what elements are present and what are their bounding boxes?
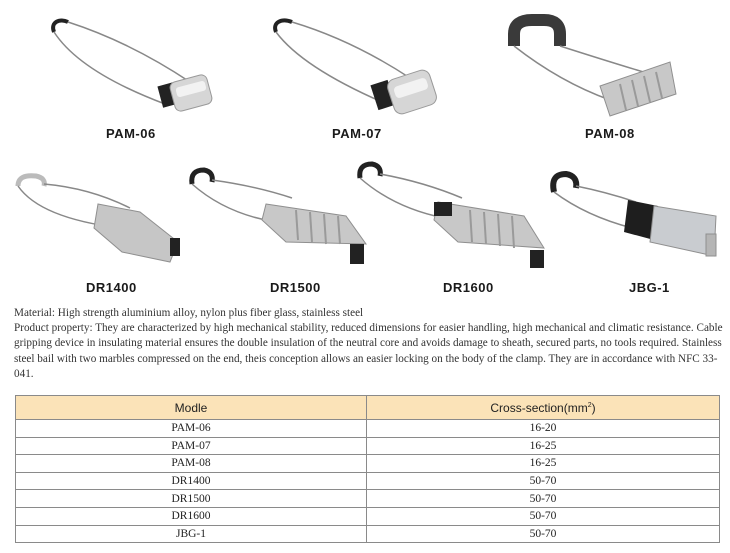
- model-cell: JBG-1: [16, 525, 367, 543]
- unit-superscript: 2: [587, 401, 592, 409]
- product-caption-jbg1: JBG-1: [629, 280, 670, 295]
- column-header-cross-section: [367, 396, 720, 420]
- product-image-jbg1: [546, 170, 726, 280]
- model-cell: PAM-06: [16, 420, 367, 438]
- model-cell: DR1400: [16, 472, 367, 490]
- model-cell: DR1600: [16, 507, 367, 525]
- product-caption-pam06: PAM-06: [106, 126, 156, 141]
- section-cell: 16-20: [367, 420, 720, 438]
- product-caption-dr1600: DR1600: [443, 280, 494, 295]
- cross-section-header-close: ): [591, 400, 596, 415]
- description-block: [14, 306, 724, 382]
- product-image-dr1600: [354, 160, 554, 270]
- product-image-pam06: [40, 12, 220, 122]
- product-image-pam07: [262, 12, 442, 122]
- section-cell: 50-70: [367, 525, 720, 543]
- product-caption-dr1400: DR1400: [86, 280, 137, 295]
- specification-table: [15, 395, 720, 543]
- product-image-dr1400: [10, 168, 190, 278]
- table-row: [16, 455, 720, 473]
- product-image-pam08: [500, 12, 690, 122]
- product-image-dr1500: [186, 164, 376, 274]
- table-row: [16, 507, 720, 525]
- table-row: [16, 420, 720, 438]
- section-cell: 16-25: [367, 455, 720, 473]
- table-row: [16, 472, 720, 490]
- section-cell: 50-70: [367, 507, 720, 525]
- model-cell: PAM-08: [16, 455, 367, 473]
- section-cell: 16-25: [367, 437, 720, 455]
- column-header-model: Modle: [16, 396, 367, 420]
- section-cell: 50-70: [367, 472, 720, 490]
- table-row: [16, 437, 720, 455]
- model-cell: PAM-07: [16, 437, 367, 455]
- model-cell: DR1500: [16, 490, 367, 508]
- product-caption-pam08: PAM-08: [585, 126, 635, 141]
- table-row: [16, 525, 720, 543]
- product-caption-pam07: PAM-07: [332, 126, 382, 141]
- material-text: Material: High strength aluminium alloy, nylon plus fiber glass, stainless steel: [14, 307, 364, 319]
- table-header-row: [16, 396, 720, 420]
- product-caption-dr1500: DR1500: [270, 280, 321, 295]
- table-row: [16, 490, 720, 508]
- section-cell: 50-70: [367, 490, 720, 508]
- product-property-text: Product property: They are characterized by high mechanical stability, reduced dimensions for easier handling, high mechanical and climatic resistance. Cable gripping device in insulating material ensures the double insulation of the neutral core and avoids damage to sheath, secured parts, no tools required. Stainless steel bail with two marbles compressed on the end, theis conception allows an easier locking on the body of the clamp. They are in accordance with NFC 33-041.: [14, 322, 723, 380]
- cross-section-header-text: Cross-section(mm: [490, 400, 588, 415]
